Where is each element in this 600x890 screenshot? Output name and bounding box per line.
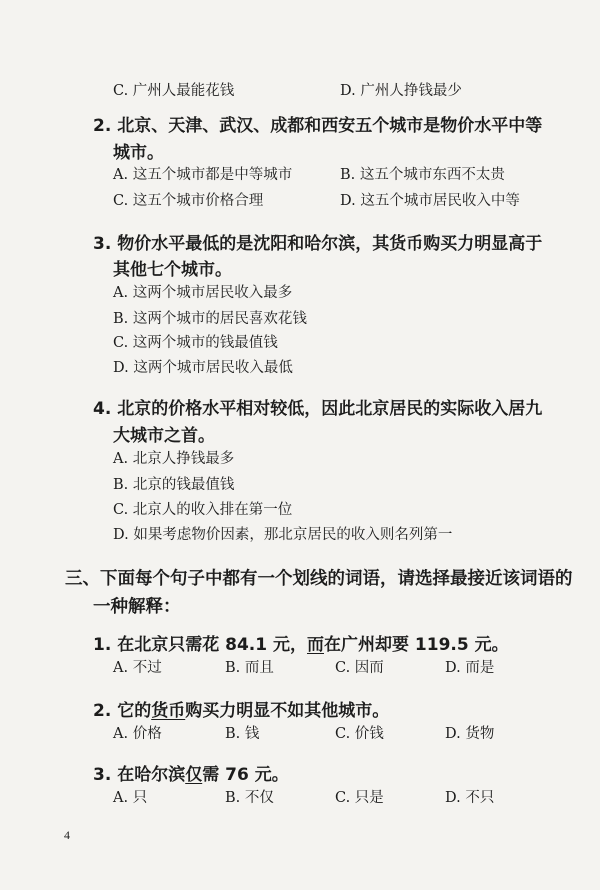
s3-q2-option-a: A. 价格 bbox=[113, 726, 162, 742]
q1-option-d: D. 广州人挣钱最少 bbox=[340, 83, 462, 99]
q2-option-d: D. 这五个城市居民收入中等 bbox=[340, 193, 520, 209]
s3-q3-stem-pre: 3. 在哈尔滨 bbox=[93, 765, 186, 785]
q3-option-b: B. 这两个城市的居民喜欢花钱 bbox=[113, 311, 307, 327]
q2-stem-line1: 2. 北京、天津、武汉、成都和西安五个城市是物价水平中等 bbox=[93, 116, 543, 136]
s3-q1-stem-post: 在广州却要 119.5 元。 bbox=[324, 635, 509, 655]
q4-stem-line2: 大城市之首。 bbox=[113, 426, 215, 446]
q3-option-a: A. 这两个城市居民收入最多 bbox=[113, 285, 293, 301]
s3-q1-option-c: C. 因而 bbox=[335, 660, 384, 676]
s3-q2-stem-pre: 2. 它的 bbox=[93, 701, 152, 721]
page-number: 4 bbox=[64, 828, 70, 842]
s3-q1-underlined-word: 而 bbox=[307, 635, 324, 655]
q4-option-c: C. 北京人的收入排在第一位 bbox=[113, 502, 293, 518]
s3-q3-option-b: B. 不仅 bbox=[225, 790, 274, 806]
q3-stem-line1: 3. 物价水平最低的是沈阳和哈尔滨，其货币购买力明显高于 bbox=[93, 234, 543, 254]
q2-option-a: A. 这五个城市都是中等城市 bbox=[113, 167, 293, 183]
q1-option-c: C. 广州人最能花钱 bbox=[113, 83, 235, 99]
q2-option-c: C. 这五个城市价格合理 bbox=[113, 193, 264, 209]
q2-stem-line2: 城市。 bbox=[113, 143, 164, 163]
q3-stem-line2: 其他七个城市。 bbox=[113, 260, 232, 280]
s3-q3-underlined-word: 仅 bbox=[185, 765, 203, 785]
q4-option-d: D. 如果考虑物价因素，那北京居民的收入则名列第一 bbox=[113, 527, 453, 543]
s3-q2-option-c: C. 价钱 bbox=[335, 726, 384, 742]
s3-q1-stem bbox=[93, 637, 509, 654]
s3-q2-stem-post: 购买力明显不如其他城市。 bbox=[185, 701, 390, 721]
s3-q1-option-d: D. 而是 bbox=[445, 660, 495, 676]
s3-q3-stem bbox=[93, 767, 289, 784]
section-3-heading-line1: 三、下面每个句子中都有一个划线的词语，请选择最接近该词语的 bbox=[65, 569, 573, 589]
s3-q1-option-a: A. 不过 bbox=[113, 660, 162, 676]
s3-q1-option-b: B. 而且 bbox=[225, 660, 274, 676]
s3-q2-option-d: D. 货物 bbox=[445, 726, 495, 742]
q2-option-b: B. 这五个城市东西不太贵 bbox=[340, 167, 505, 183]
s3-q3-option-d: D. 不只 bbox=[445, 790, 495, 806]
q3-option-c: C. 这两个城市的钱最值钱 bbox=[113, 335, 278, 351]
q4-option-b: B. 北京的钱最值钱 bbox=[113, 477, 235, 493]
s3-q3-stem-post: 需 76 元。 bbox=[202, 765, 289, 785]
q3-option-d: D. 这两个城市居民收入最低 bbox=[113, 360, 293, 376]
s3-q1-stem-pre: 1. 在北京只需花 84.1 元， bbox=[93, 635, 307, 655]
s3-q2-underlined-word: 货币 bbox=[151, 701, 186, 721]
s3-q2-stem bbox=[93, 703, 389, 720]
s3-q2-option-b: B. 钱 bbox=[225, 726, 260, 742]
s3-q3-option-c: C. 只是 bbox=[335, 790, 384, 806]
section-3-heading-line2: 一种解释： bbox=[93, 597, 181, 617]
s3-q3-option-a: A. 只 bbox=[113, 790, 148, 806]
q4-option-a: A. 北京人挣钱最多 bbox=[113, 451, 235, 467]
q4-stem-line1: 4. 北京的价格水平相对较低，因此北京居民的实际收入居九 bbox=[93, 399, 543, 419]
